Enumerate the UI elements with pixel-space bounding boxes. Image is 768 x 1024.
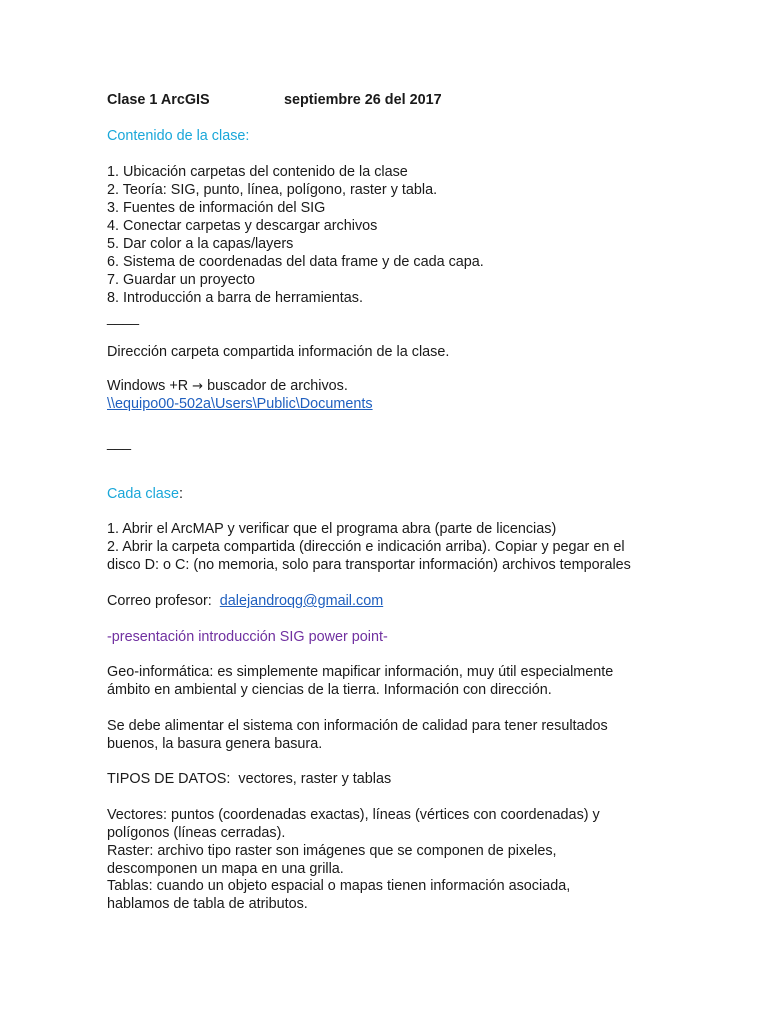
windows-prefix: Windows +R — [107, 378, 193, 394]
shared-path-link[interactable]: \\equipo00-502a\Users\Public\Documents — [107, 396, 373, 412]
cada-clase-heading — [107, 485, 183, 503]
list-item: 8. Introducción a barra de herramientas. — [107, 290, 363, 306]
list-item: 7. Guardar un proyecto — [107, 272, 255, 288]
vectores-line-1: Vectores: puntos (coordenadas exactas), líneas (vértices con coordenadas) y — [107, 807, 600, 823]
alimentar-line-1: Se debe alimentar el sistema con información de calidad para tener resultados — [107, 718, 608, 734]
contenido-heading: Contenido de la clase: — [107, 128, 250, 144]
list-item: 5. Dar color a la capas/layers — [107, 236, 294, 252]
cada-clase-item-2-line-2: disco D: o C: (no memoria, solo para transportar información) archivos temporales — [107, 557, 631, 573]
windows-instruction — [107, 377, 348, 396]
cada-clase-item-2-line-1: 2. Abrir la carpeta compartida (dirección e indicación arriba). Copiar y pegar en el — [107, 539, 625, 555]
tipos-de-datos: TIPOS DE DATOS: vectores, raster y tablas — [107, 771, 392, 787]
tablas-line-1: Tablas: cuando un objeto espacial o mapas tienen información asociada, — [107, 878, 571, 894]
correo-row — [107, 592, 383, 610]
presentacion-note: -presentación introducción SIG power point- — [107, 629, 388, 645]
list-item: 4. Conectar carpetas y descargar archivos — [107, 218, 378, 234]
cada-clase-item-1: 1. Abrir el ArcMAP y verificar que el programa abra (parte de licencias) — [107, 521, 557, 537]
raster-line-2: descomponen un mapa en una grilla. — [107, 861, 344, 877]
contenido-list — [107, 163, 484, 307]
cada-clase-colon: : — [179, 486, 183, 502]
correo-label: Correo profesor: — [107, 593, 220, 609]
doc-title: Clase 1 ArcGIS — [107, 92, 210, 108]
list-item: 1. Ubicación carpetas del contenido de la clase — [107, 164, 408, 180]
list-item: 3. Fuentes de información del SIG — [107, 200, 326, 216]
geoinformatica-line-2: ámbito en ambiental y ciencias de la tierra. Información con dirección. — [107, 682, 552, 698]
shared-path-row — [107, 395, 373, 413]
separator-2: ___ — [107, 435, 132, 451]
doc-header — [107, 91, 442, 109]
windows-suffix: buscador de archivos. — [203, 378, 348, 394]
list-item: 2. Teoría: SIG, punto, línea, polígono, raster y tabla. — [107, 182, 438, 198]
direccion-text: Dirección carpeta compartida información de la clase. — [107, 344, 450, 360]
arrow-right-icon: → — [192, 379, 204, 394]
cada-clase-label: Cada clase — [107, 486, 179, 502]
separator-1: ____ — [107, 310, 140, 326]
geoinformatica-line-1: Geo-informática: es simplemente mapificar información, muy útil especialmente — [107, 664, 614, 680]
list-item: 6. Sistema de coordenadas del data frame y de cada capa. — [107, 254, 484, 270]
raster-line-1: Raster: archivo tipo raster son imágenes que se componen de pixeles, — [107, 843, 557, 859]
tablas-line-2: hablamos de tabla de atributos. — [107, 896, 308, 912]
alimentar-line-2: buenos, la basura genera basura. — [107, 736, 323, 752]
email-link[interactable]: dalejandroqg@gmail.com — [219, 593, 384, 609]
vectores-line-2: polígonos (líneas cerradas). — [107, 825, 286, 841]
doc-date: septiembre 26 del 2017 — [284, 92, 442, 108]
